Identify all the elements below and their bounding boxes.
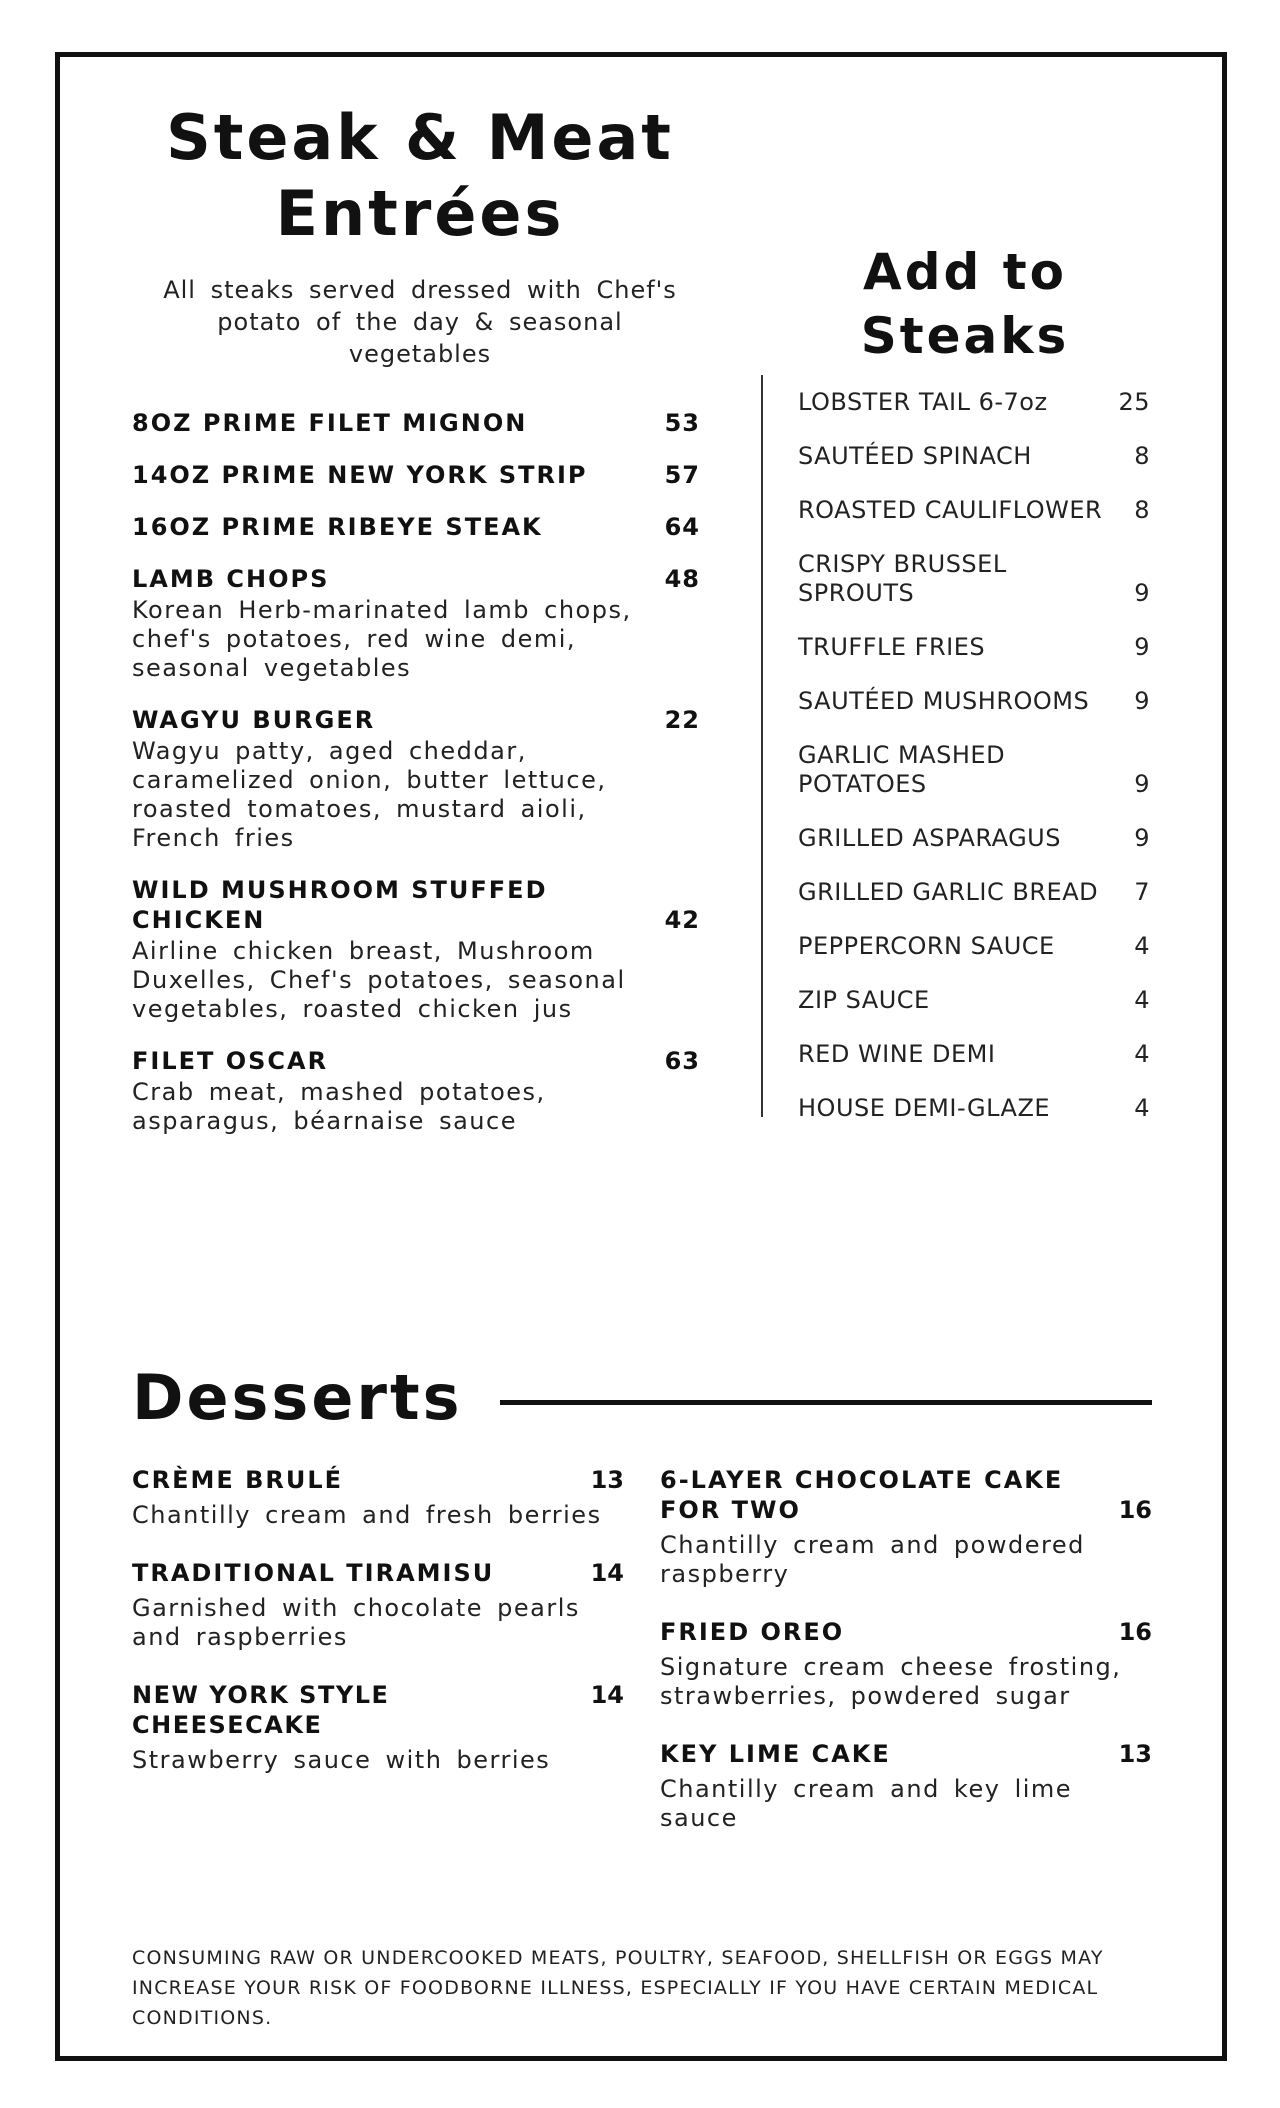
- addon-name: HOUSE DEMI-GLAZE: [798, 1094, 1051, 1122]
- entree-name: WILD MUSHROOM STUFFED CHICKEN: [132, 876, 548, 934]
- addon-price: 9: [1134, 824, 1150, 852]
- dessert-description: Strawberry sauce with berries: [132, 1746, 551, 1774]
- addon-name: TRUFFLE FRIES: [798, 633, 986, 661]
- entrees-list: [132, 408, 700, 1158]
- addon-item: [798, 1094, 1150, 1123]
- dessert-name: TRADITIONAL TIRAMISU: [132, 1559, 495, 1587]
- dessert-description: Chantilly cream and key lime sauce: [660, 1775, 1073, 1832]
- addon-price: 4: [1134, 932, 1150, 960]
- entree-price: 63: [664, 1047, 700, 1075]
- addon-price: 7: [1134, 878, 1150, 906]
- entree-price: 48: [664, 565, 700, 593]
- dessert-price: 14: [590, 1681, 624, 1709]
- addons-divider: [761, 375, 763, 1117]
- addon-price: 4: [1134, 1040, 1150, 1068]
- desserts-title: Desserts: [132, 1361, 463, 1434]
- dessert-price: 14: [590, 1559, 624, 1587]
- dessert-name: FRIED OREO: [660, 1618, 845, 1646]
- addon-item: [798, 442, 1150, 471]
- addon-name: GRILLED GARLIC BREAD: [798, 878, 1099, 906]
- entree-name: LAMB CHOPS: [132, 565, 330, 593]
- entree-item: [132, 408, 700, 438]
- entree-price: 42: [664, 906, 700, 934]
- addon-price: 9: [1134, 633, 1150, 661]
- addon-item: [798, 878, 1150, 907]
- entree-price: 57: [664, 461, 700, 489]
- dessert-item: [132, 1465, 624, 1530]
- addon-price: 9: [1134, 687, 1150, 715]
- addon-item: [798, 986, 1150, 1015]
- entrees-title-line1: Steak & Meat: [166, 101, 674, 174]
- entree-item: [132, 705, 700, 853]
- entree-item: [132, 512, 700, 542]
- entree-name: 16OZ PRIME RIBEYE STEAK: [132, 513, 543, 541]
- addon-item: [798, 932, 1150, 961]
- entree-description: Korean Herb-marinated lamb chops, chef's potatoes, red wine demi, seasonal vegetables: [132, 596, 632, 682]
- entree-price: 22: [664, 706, 700, 734]
- dessert-price: 13: [1118, 1740, 1152, 1768]
- addon-name: GRILLED ASPARAGUS: [798, 824, 1061, 852]
- dessert-name: NEW YORK STYLE CHEESECAKE: [132, 1681, 390, 1739]
- addon-item: [798, 633, 1150, 662]
- entree-price: 64: [664, 513, 700, 541]
- dessert-name: 6-LAYER CHOCOLATE CAKE FOR TWO: [660, 1466, 1064, 1524]
- dessert-item: [660, 1465, 1152, 1589]
- desserts-rule: [500, 1400, 1152, 1405]
- entree-description: Crab meat, mashed potatoes, asparagus, béarnaise sauce: [132, 1078, 546, 1135]
- addon-name: RED WINE DEMI: [798, 1040, 996, 1068]
- addon-name: SAUTÉED SPINACH: [798, 442, 1032, 470]
- entree-description: Wagyu patty, aged cheddar, caramelized onion, butter lettuce, roasted tomatoes, mustard aioli, French fries: [132, 737, 607, 852]
- addon-item: [798, 496, 1150, 525]
- dessert-description: Signature cream cheese frosting, strawberries, powdered sugar: [660, 1653, 1122, 1710]
- addon-item: [798, 687, 1150, 716]
- dessert-description: Chantilly cream and fresh berries: [132, 1501, 602, 1529]
- addon-price: 25: [1118, 388, 1150, 416]
- dessert-item: [660, 1617, 1152, 1711]
- addon-item: [798, 824, 1150, 853]
- dessert-price: 16: [1118, 1496, 1152, 1524]
- entree-item: [132, 460, 700, 490]
- dessert-item: [132, 1558, 624, 1652]
- addon-name: CRISPY BRUSSEL SPROUTS: [798, 550, 1007, 607]
- entree-item: [132, 564, 700, 683]
- entree-name: 14OZ PRIME NEW YORK STRIP: [132, 461, 588, 489]
- desserts-right-column: [660, 1465, 1152, 1861]
- entree-item: [132, 1046, 700, 1136]
- dessert-description: Chantilly cream and powdered raspberry: [660, 1531, 1085, 1588]
- dessert-price: 16: [1118, 1618, 1152, 1646]
- addons-title-line2: Steaks: [860, 307, 1070, 365]
- entree-description: Airline chicken breast, Mushroom Duxelles, Chef's potatoes, seasonal vegetables, roasted chicken jus: [132, 937, 626, 1023]
- addons-title: [820, 240, 1110, 368]
- addon-price: 9: [1134, 579, 1150, 607]
- addons-title-line1: Add to: [863, 243, 1067, 301]
- addon-price: 8: [1134, 496, 1150, 524]
- addon-price: 9: [1134, 770, 1150, 798]
- entrees-title: [130, 100, 710, 252]
- addon-item: [798, 741, 1150, 799]
- addon-item: [798, 1040, 1150, 1069]
- dessert-price: 13: [590, 1466, 624, 1494]
- dessert-name: CRÈME BRULÉ: [132, 1466, 344, 1494]
- desserts-left-column: [132, 1465, 624, 1803]
- addon-name: GARLIC MASHED POTATOES: [798, 741, 1006, 798]
- addon-name: PEPPERCORN SAUCE: [798, 932, 1055, 960]
- entrees-title-line2: Entrées: [275, 177, 565, 250]
- addon-price: 4: [1134, 1094, 1150, 1122]
- dessert-description: Garnished with chocolate pearls and raspberries: [132, 1594, 580, 1651]
- addon-price: 4: [1134, 986, 1150, 1014]
- entree-item: [132, 875, 700, 1024]
- addon-price: 8: [1134, 442, 1150, 470]
- dessert-item: [132, 1680, 624, 1775]
- addon-name: ZIP SAUCE: [798, 986, 930, 1014]
- addon-name: LOBSTER TAIL 6-7oz: [798, 388, 1048, 416]
- entree-price: 53: [664, 409, 700, 437]
- dessert-item: [660, 1739, 1152, 1833]
- addon-name: ROASTED CAULIFLOWER: [798, 496, 1103, 524]
- food-safety-disclaimer: CONSUMING RAW OR UNDERCOOKED MEATS, POULTRY, SEAFOOD, SHELLFISH OR EGGS MAY INCREASE YOUR RISK OF FOODBORNE ILLNESS, ESPECIALLY IF YOU HAVE CERTAIN MEDICAL CONDITIONS.: [132, 1947, 1104, 2029]
- entree-name: WAGYU BURGER: [132, 706, 376, 734]
- addons-list: [798, 388, 1150, 1148]
- addon-name: SAUTÉED MUSHROOMS: [798, 687, 1090, 715]
- addon-item: [798, 388, 1150, 417]
- entrees-subtitle: All steaks served dressed with Chef's potato of the day & seasonal vegetables: [163, 276, 677, 368]
- entree-name: FILET OSCAR: [132, 1047, 329, 1075]
- addon-item: [798, 550, 1150, 608]
- dessert-name: KEY LIME CAKE: [660, 1740, 891, 1768]
- entree-name: 8OZ PRIME FILET MIGNON: [132, 409, 528, 437]
